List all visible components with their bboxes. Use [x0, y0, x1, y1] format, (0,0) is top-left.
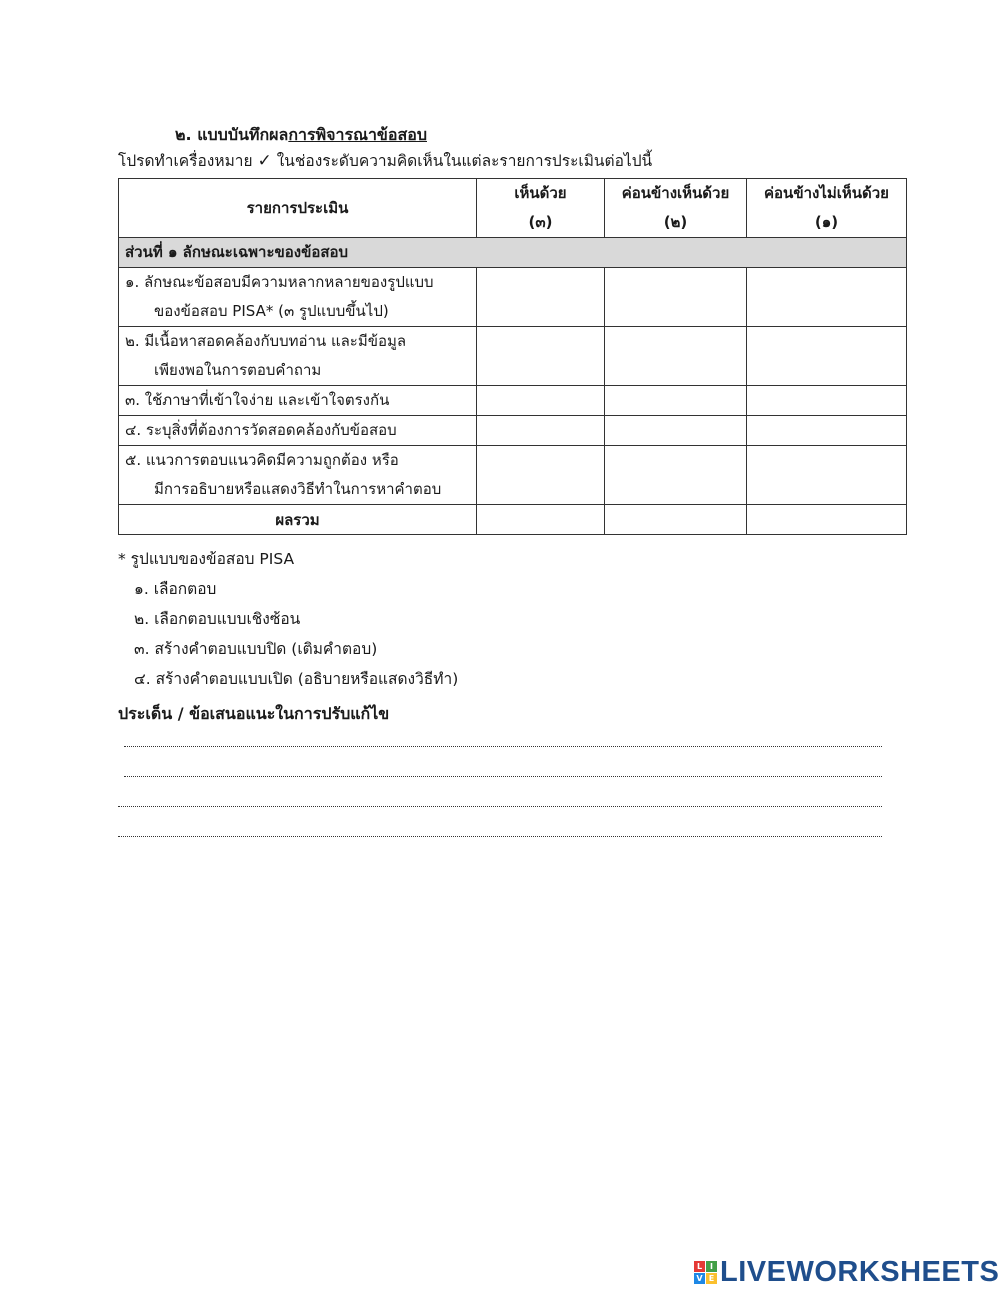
section-title [175, 124, 427, 146]
section-row [119, 238, 907, 268]
answer-cell-somewhat-disagree[interactable] [747, 446, 907, 505]
answer-cell-agree[interactable] [477, 268, 605, 327]
footnote-option: ๑. เลือกตอบ [134, 580, 217, 598]
total-row [119, 505, 907, 535]
suggestion-line[interactable] [118, 836, 882, 837]
header-somewhat-agree-score: (๒) [663, 213, 688, 231]
header-agree [477, 179, 605, 238]
logo-mark-letter: I [706, 1261, 717, 1272]
table-row [119, 268, 907, 327]
total-cell-somewhat-disagree[interactable] [747, 505, 907, 535]
answer-cell-somewhat-agree[interactable] [605, 386, 747, 416]
table-row [119, 446, 907, 505]
answer-cell-somewhat-agree[interactable] [605, 327, 747, 386]
item-line: ของข้อสอบ PISA* (๓ รูปแบบขึ้นไป) [154, 302, 389, 320]
header-somewhat-disagree [747, 179, 907, 238]
instruction-before: โปรดทำเครื่องหมาย [118, 152, 253, 170]
item-line: ๑. ลักษณะข้อสอบมีความหลากหลายของรูปแบบ [125, 273, 434, 291]
table-header-row [119, 179, 907, 238]
footnote [118, 544, 458, 694]
title-prefix: ๒. แบบบันทึกผล [175, 125, 289, 144]
logo-mark-letter: L [694, 1261, 705, 1272]
suggestion-line[interactable] [124, 746, 882, 747]
logo-mark-letter: V [694, 1273, 705, 1284]
header-agree-score: (๓) [528, 213, 553, 231]
header-item: รายการประเมิน [119, 179, 477, 238]
instruction-text [118, 150, 652, 172]
table-row [119, 327, 907, 386]
footnote-option: ๒. เลือกตอบแบบเชิงซ้อน [134, 610, 301, 628]
logo-mark-icon [694, 1261, 717, 1284]
answer-cell-somewhat-disagree[interactable] [747, 268, 907, 327]
title-underlined: การพิจารณาข้อสอบ [288, 125, 427, 144]
header-somewhat-disagree-label: ค่อนข้างไม่เห็นด้วย [764, 184, 889, 202]
answer-cell-agree[interactable] [477, 416, 605, 446]
item-line: ๕. แนวการตอบแนวคิดมีความถูกต้อง หรือ [125, 451, 399, 469]
header-agree-label: เห็นด้วย [514, 184, 567, 202]
answer-cell-agree[interactable] [477, 327, 605, 386]
logo-text: LIVEWORKSHEETS [720, 1256, 1000, 1288]
suggestion-line[interactable] [118, 806, 882, 807]
table-row [119, 416, 907, 446]
answer-cell-agree[interactable] [477, 386, 605, 416]
header-somewhat-disagree-score: (๑) [814, 213, 839, 231]
item-cell [119, 416, 477, 446]
answer-cell-somewhat-agree[interactable] [605, 416, 747, 446]
item-cell [119, 268, 477, 327]
answer-cell-somewhat-agree[interactable] [605, 268, 747, 327]
item-cell [119, 446, 477, 505]
answer-cell-somewhat-disagree[interactable] [747, 386, 907, 416]
suggestions-heading: ประเด็น / ข้อเสนอแนะในการปรับแก้ไข [118, 704, 390, 723]
table-row [119, 386, 907, 416]
item-cell [119, 327, 477, 386]
logo-mark-letter: E [706, 1273, 717, 1284]
footnote-heading: * รูปแบบของข้อสอบ PISA [118, 550, 295, 568]
section-label: ส่วนที่ ๑ ลักษณะเฉพาะของข้อสอบ [119, 238, 907, 268]
item-line: ๓. ใช้ภาษาที่เข้าใจง่าย และเข้าใจตรงกัน [125, 391, 390, 409]
answer-cell-somewhat-agree[interactable] [605, 446, 747, 505]
total-cell-somewhat-agree[interactable] [605, 505, 747, 535]
evaluation-table [118, 178, 907, 535]
instruction-after: ในช่องระดับความคิดเห็นในแต่ละรายการประเมินต่อไปนี้ [276, 152, 653, 170]
item-line: เพียงพอในการตอบคำถาม [154, 361, 322, 379]
check-mark-icon: ✓ [257, 151, 272, 171]
total-cell-agree[interactable] [477, 505, 605, 535]
suggestion-line[interactable] [124, 776, 882, 777]
answer-cell-somewhat-disagree[interactable] [747, 416, 907, 446]
item-line: ๒. มีเนื้อหาสอดคล้องกับบทอ่าน และมีข้อมูล [125, 332, 407, 350]
header-somewhat-agree-label: ค่อนข้างเห็นด้วย [621, 184, 730, 202]
header-somewhat-agree [605, 179, 747, 238]
footnote-option: ๔. สร้างคำตอบแบบเปิด (อธิบายหรือแสดงวิธีทำ) [134, 670, 459, 688]
liveworksheets-logo [694, 1256, 999, 1289]
item-cell [119, 386, 477, 416]
item-line: มีการอธิบายหรือแสดงวิธีทำในการหาคำตอบ [154, 480, 442, 498]
answer-cell-agree[interactable] [477, 446, 605, 505]
answer-cell-somewhat-disagree[interactable] [747, 327, 907, 386]
total-label: ผลรวม [119, 505, 477, 535]
footnote-option: ๓. สร้างคำตอบแบบปิด (เติมคำตอบ) [134, 640, 378, 658]
item-line: ๔. ระบุสิ่งที่ต้องการวัดสอดคล้องกับข้อสอบ [125, 421, 397, 439]
